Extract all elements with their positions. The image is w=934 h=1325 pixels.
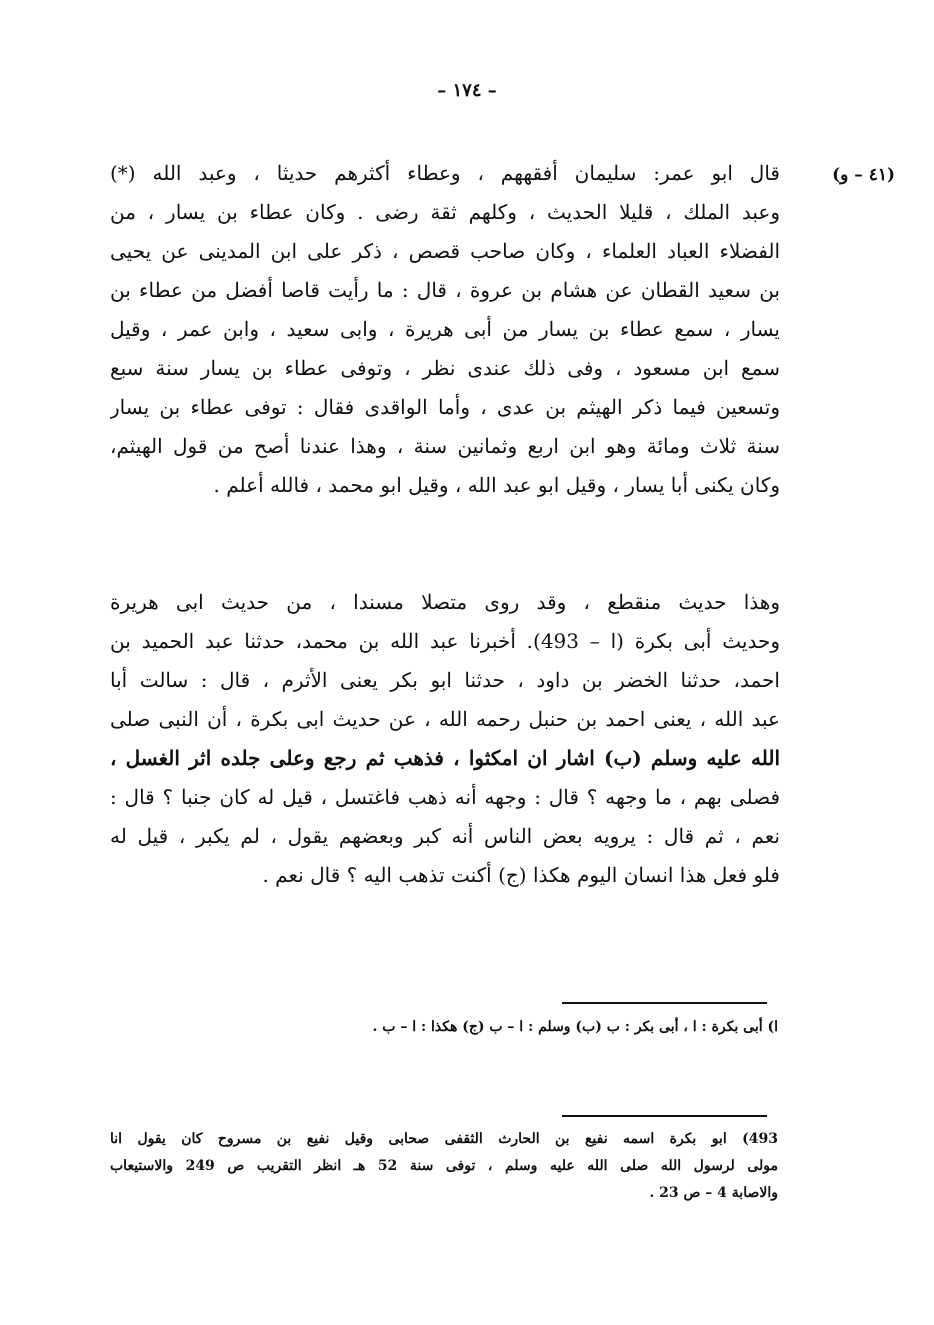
text-line: وهذا حديث منقطع ، وقد روى متصلا مسندا ، من حديث ابى هريرة [110,590,780,614]
text-line: الفضلاء العباد العلماء ، وكان صاحب قصص ، ذكر على ابن المدينى عن يحيى [110,239,780,263]
text-line: وحديث أبى بكرة (ا – 493). أخبرنا عبد الله بن محمد، حدثنا عبد الحميد بن [110,629,780,653]
separator-rule [562,1002,767,1004]
footnote-line: مولى لرسول الله صلى الله عليه وسلم ، توفى سنة 52 هـ انظر التقريب ص 249 والاستيعاب [110,1158,778,1174]
text-line: سمع ابن مسعود ، وفى ذلك عندى نظر ، وتوفى عطاء بن يسار سنة سبع [110,356,780,380]
text-line: عبد الله ، يعنى احمد بن حنبل رحمه الله ، عن حديث ابى بكرة ، أن النبى صلى [110,707,780,731]
text-line: فصلى بهم ، ما وجهه ؟ قال : وجهه أنه ذهب فاغتسل ، قيل له كان جنبا ؟ قال : [110,785,780,809]
separator-rule [562,1115,767,1117]
text-line: نعم ، ثم قال : يرويه بعض الناس أنه كبر وبعضهم يقول ، لم يكبر ، قيل له [110,824,780,848]
footnote-line: والاصابة 4 – ص 23 . [649,1185,778,1201]
margin-reference: (٤١ – و) [832,165,895,185]
paragraph-1 [110,154,780,505]
text-line: يسار ، سمع عطاء بن يسار من أبى هريرة ، وابى سعيد ، وابن عمر ، وقيل [110,317,780,341]
text-line: بن سعيد القطان عن هشام بن عروة ، قال : ما رأيت قاصا أفضل من عطاء بن [110,278,780,302]
text-line: قال ابو عمر: سليمان أفقههم ، وعطاء أكثرهم حديثا ، وعبد الله (*) [110,161,780,185]
paragraph-2 [110,583,780,895]
text-line: فلو فعل هذا انسان اليوم هكذا (ج) أكنت تذهب اليه ؟ قال نعم . [262,863,780,887]
text-line: سنة ثلاث ومائة وهو ابن اربع وثمانين سنة ، وهذا عندنا أصح من قول الهيثم، [110,434,780,458]
footnote-line: 493) ابو بكرة اسمه نفيع بن الحارث الثقفى صحابى وقيل نفيع بن مسروح كان يقول انا [110,1131,778,1147]
text-line: وكان يكنى أبا يسار ، وقيل ابو عبد الله ، وقيل ابو محمد ، فالله أعلم . [213,473,780,497]
text-line: احمد، حدثنا الخضر بن داود ، حدثنا ابو بكر يعنى الأثرم ، قال : سالت أبا [110,668,780,692]
text-line: الله عليه وسلم (ب) اشار ان امكثوا ، فذهب ثم رجع وعلى جلده اثر الغسل ، [110,746,780,770]
text-line: وعبد الملك ، قليلا الحديث ، وكلهم ثقة رضى . وكان عطاء بن يسار ، من [110,200,780,224]
footnote [110,1126,778,1207]
page-number: – ١٧٤ – [437,80,497,101]
variants-line: ا) أبى بكرة : ا ، أبى بكر : ب (ب) وسلم : ا – ب (ج) هكذا : ا – ب . [372,1019,778,1035]
text-line: وتسعين فيما ذكر الهيثم بن عدى ، وأما الواقدى فقال : توفى عطاء بن يسار [110,395,780,419]
variants-note [110,1014,778,1041]
